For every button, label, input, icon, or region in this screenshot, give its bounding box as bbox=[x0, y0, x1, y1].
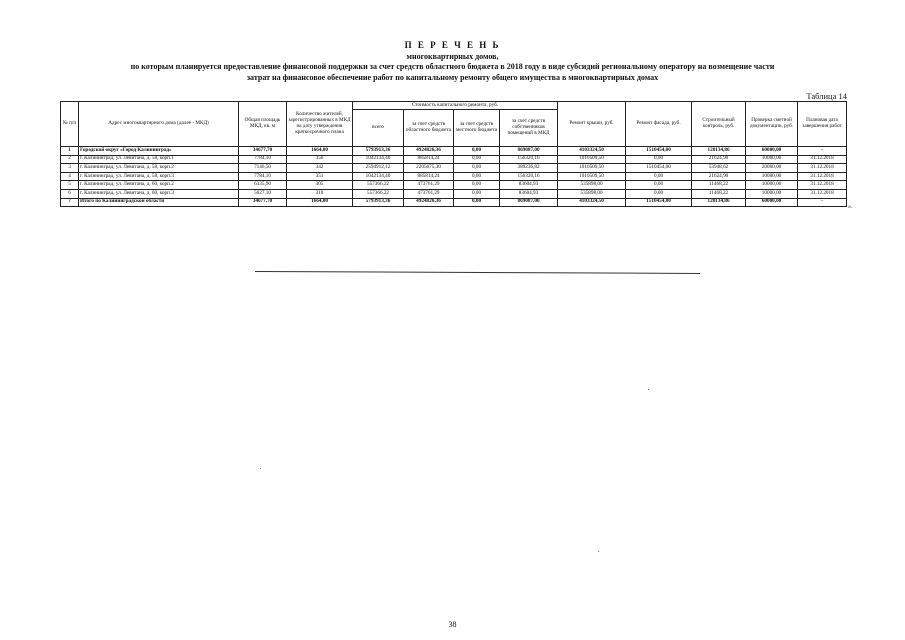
scan-speck bbox=[648, 389, 649, 390]
cell-date: - bbox=[798, 198, 847, 207]
cell-residents: 1664,00 bbox=[287, 147, 353, 156]
cell-total: 557366,22 bbox=[353, 181, 404, 190]
cell-n: 1 bbox=[61, 147, 79, 156]
cell-control: 53948,62 bbox=[692, 164, 746, 173]
cell-estimate: 10000,00 bbox=[746, 189, 798, 198]
cell-regional: 473761,29 bbox=[404, 181, 454, 190]
cell-roof: 1010509,50 bbox=[558, 164, 626, 173]
cell-local: 0,00 bbox=[454, 181, 500, 190]
header-control: Строительный контроль, руб. bbox=[692, 102, 746, 147]
cell-control: 11468,22 bbox=[692, 181, 746, 190]
header-total: всего bbox=[353, 110, 404, 147]
cell-n: 2 bbox=[61, 155, 79, 164]
cell-total: 5793913,36 bbox=[353, 147, 404, 156]
document-description-line-2: затрат на финансовое обеспечение работ по капитальному ремонту общего имущества в многоквартирных домах bbox=[246, 73, 659, 82]
cell-date: 31.12.2018 bbox=[798, 155, 847, 164]
table-number: Таблица 14 bbox=[806, 91, 847, 101]
cell-estimate: 60000,00 bbox=[746, 147, 798, 156]
cell-regional: 2205675,30 bbox=[404, 164, 454, 173]
cell-owners: 869087,00 bbox=[500, 198, 558, 207]
cell-date: 31.12.2018 bbox=[798, 164, 847, 173]
cell-local: 0,00 bbox=[454, 147, 500, 156]
cell-total: 5793913,36 bbox=[353, 198, 404, 207]
header-date: Плановая дата завершения работ bbox=[798, 102, 847, 147]
closing-quote: ». bbox=[848, 204, 853, 210]
cell-regional: 885814,24 bbox=[404, 172, 454, 181]
cell-roof: 535898,00 bbox=[558, 181, 626, 190]
table-row bbox=[61, 164, 847, 173]
cell-owners: 83604,93 bbox=[500, 189, 558, 198]
cell-address: г. Калининград, ул. Левитана, д. 58, корп.3 bbox=[79, 172, 239, 181]
cell-roof: 4103324,50 bbox=[558, 147, 626, 156]
header-owners: за счет средств собственников помещений в МКД bbox=[500, 110, 558, 147]
document-title: П Е Р Е Ч Е Н Ь bbox=[404, 40, 501, 50]
cell-date: 31.12.2018 bbox=[798, 172, 847, 181]
cell-local: 0,00 bbox=[454, 198, 500, 207]
cell-residents: 305 bbox=[287, 181, 353, 190]
cell-owners: 869087,00 bbox=[500, 147, 558, 156]
cell-owners: 83604,93 bbox=[500, 181, 558, 190]
page-number: 38 bbox=[448, 620, 457, 629]
cell-facade: 1510454,00 bbox=[626, 147, 692, 156]
cell-address: г. Калининград, ул. Левитана, д. 58, корп.2 bbox=[79, 164, 239, 173]
cell-area: 7146,50 bbox=[239, 164, 287, 173]
cell-estimate: 10000,00 bbox=[746, 181, 798, 190]
cell-n: 4 bbox=[61, 172, 79, 181]
cell-regional: 885814,24 bbox=[404, 155, 454, 164]
cell-residents: 1664,00 bbox=[287, 198, 353, 207]
cell-owners: 156320,16 bbox=[500, 155, 558, 164]
cell-local: 0,00 bbox=[454, 155, 500, 164]
table-row bbox=[61, 198, 847, 207]
cell-facade: 1510454,00 bbox=[626, 164, 692, 173]
table-row bbox=[61, 147, 847, 156]
cell-total: 1042134,40 bbox=[353, 155, 404, 164]
cell-address: Городской округ «Город Калининград» bbox=[79, 147, 239, 156]
cell-address: г. Калининград, ул. Левитана, д. 60, корп.3 bbox=[79, 189, 239, 198]
cell-total: 2594912,12 bbox=[353, 164, 404, 173]
cell-address: г. Калининград, ул. Левитана, д. 58, корп.1 bbox=[79, 155, 239, 164]
cell-area: 7784,10 bbox=[239, 155, 287, 164]
cell-owners: 389236,82 bbox=[500, 164, 558, 173]
cell-facade: 0,00 bbox=[626, 172, 692, 181]
cell-local: 0,00 bbox=[454, 164, 500, 173]
header-residents: Количество жителей, зарегистрированных в МКД на дату утверждения краткосрочного плана bbox=[287, 102, 353, 147]
cell-control: 21624,90 bbox=[692, 155, 746, 164]
header-regional: за счет средств областного бюджета bbox=[404, 110, 454, 147]
cell-facade: 0,00 bbox=[626, 155, 692, 164]
cell-facade: 0,00 bbox=[626, 181, 692, 190]
header-estimate: Проверка сметной документации, руб. bbox=[746, 102, 798, 147]
cell-estimate: 10000,00 bbox=[746, 155, 798, 164]
cell-regional: 4924826,36 bbox=[404, 147, 454, 156]
table-row bbox=[61, 172, 847, 181]
document-description-line-1: по которым планируется предоставление финансовой поддержки за счет средств областного бюджета в 2018 году в виде субсидий региональному оператору на возмещение части bbox=[130, 62, 775, 71]
scan-speck bbox=[598, 551, 599, 552]
cell-regional: 473761,29 bbox=[404, 189, 454, 198]
header-local: за счет средств местного бюджета bbox=[454, 110, 500, 147]
cell-residents: 356 bbox=[287, 155, 353, 164]
cell-roof: 535898,00 bbox=[558, 189, 626, 198]
cell-owners: 156320,16 bbox=[500, 172, 558, 181]
cell-address: Итого по Калининградской области bbox=[79, 198, 239, 207]
scan-speck bbox=[260, 468, 261, 469]
cell-estimate: 10000,00 bbox=[746, 172, 798, 181]
cell-regional: 4924826,36 bbox=[404, 198, 454, 207]
cell-area: 5627,10 bbox=[239, 189, 287, 198]
table-header bbox=[61, 102, 847, 147]
cell-facade: 1510454,00 bbox=[626, 198, 692, 207]
table-row bbox=[61, 189, 847, 198]
cell-n: 7 bbox=[61, 198, 79, 207]
cell-total: 557366,22 bbox=[353, 189, 404, 198]
cell-control: 120134,86 bbox=[692, 147, 746, 156]
cell-roof: 1010509,50 bbox=[558, 172, 626, 181]
cell-n: 5 bbox=[61, 181, 79, 190]
cell-area: 34677,70 bbox=[239, 147, 287, 156]
table-body bbox=[61, 147, 847, 207]
cell-local: 0,00 bbox=[454, 189, 500, 198]
header-cost-group: Стоимость капитального ремонта, руб. bbox=[353, 102, 558, 110]
cell-roof: 1010509,50 bbox=[558, 155, 626, 164]
header-facade: Ремонт фасада, руб. bbox=[626, 102, 692, 147]
cell-estimate: 20000,00 bbox=[746, 164, 798, 173]
cell-n: 3 bbox=[61, 164, 79, 173]
cell-residents: 342 bbox=[287, 164, 353, 173]
cell-residents: 310 bbox=[287, 189, 353, 198]
cell-area: 7784,10 bbox=[239, 172, 287, 181]
cell-residents: 351 bbox=[287, 172, 353, 181]
cell-address: г. Калининград, ул. Левитана, д. 60, корп.2 bbox=[79, 181, 239, 190]
cell-estimate: 60000,00 bbox=[746, 198, 798, 207]
header-num: № п/п bbox=[61, 102, 79, 147]
header-roof: Ремонт крыши, руб. bbox=[558, 102, 626, 147]
table-row bbox=[61, 155, 847, 164]
cell-control: 21624,90 bbox=[692, 172, 746, 181]
cell-area: 6335,90 bbox=[239, 181, 287, 190]
header-address: Адрес многоквартирного дома (далее - МКД) bbox=[79, 102, 239, 147]
cell-control: 11468,22 bbox=[692, 189, 746, 198]
cell-local: 0,00 bbox=[454, 172, 500, 181]
cell-date: - bbox=[798, 147, 847, 156]
document-subtitle: многоквартирных домов, bbox=[406, 52, 499, 61]
cell-total: 1042134,40 bbox=[353, 172, 404, 181]
horizontal-rule bbox=[255, 271, 700, 274]
header-area: Общая площадь МКД, кв. м bbox=[239, 102, 287, 147]
cell-facade: 0,00 bbox=[626, 189, 692, 198]
cell-date: 31.12.2018 bbox=[798, 181, 847, 190]
cell-date: 31.12.2018 bbox=[798, 189, 847, 198]
data-table bbox=[60, 101, 847, 207]
table-row bbox=[61, 181, 847, 190]
cell-control: 120134,86 bbox=[692, 198, 746, 207]
cell-area: 34677,70 bbox=[239, 198, 287, 207]
cell-roof: 4103324,50 bbox=[558, 198, 626, 207]
cell-n: 6 bbox=[61, 189, 79, 198]
